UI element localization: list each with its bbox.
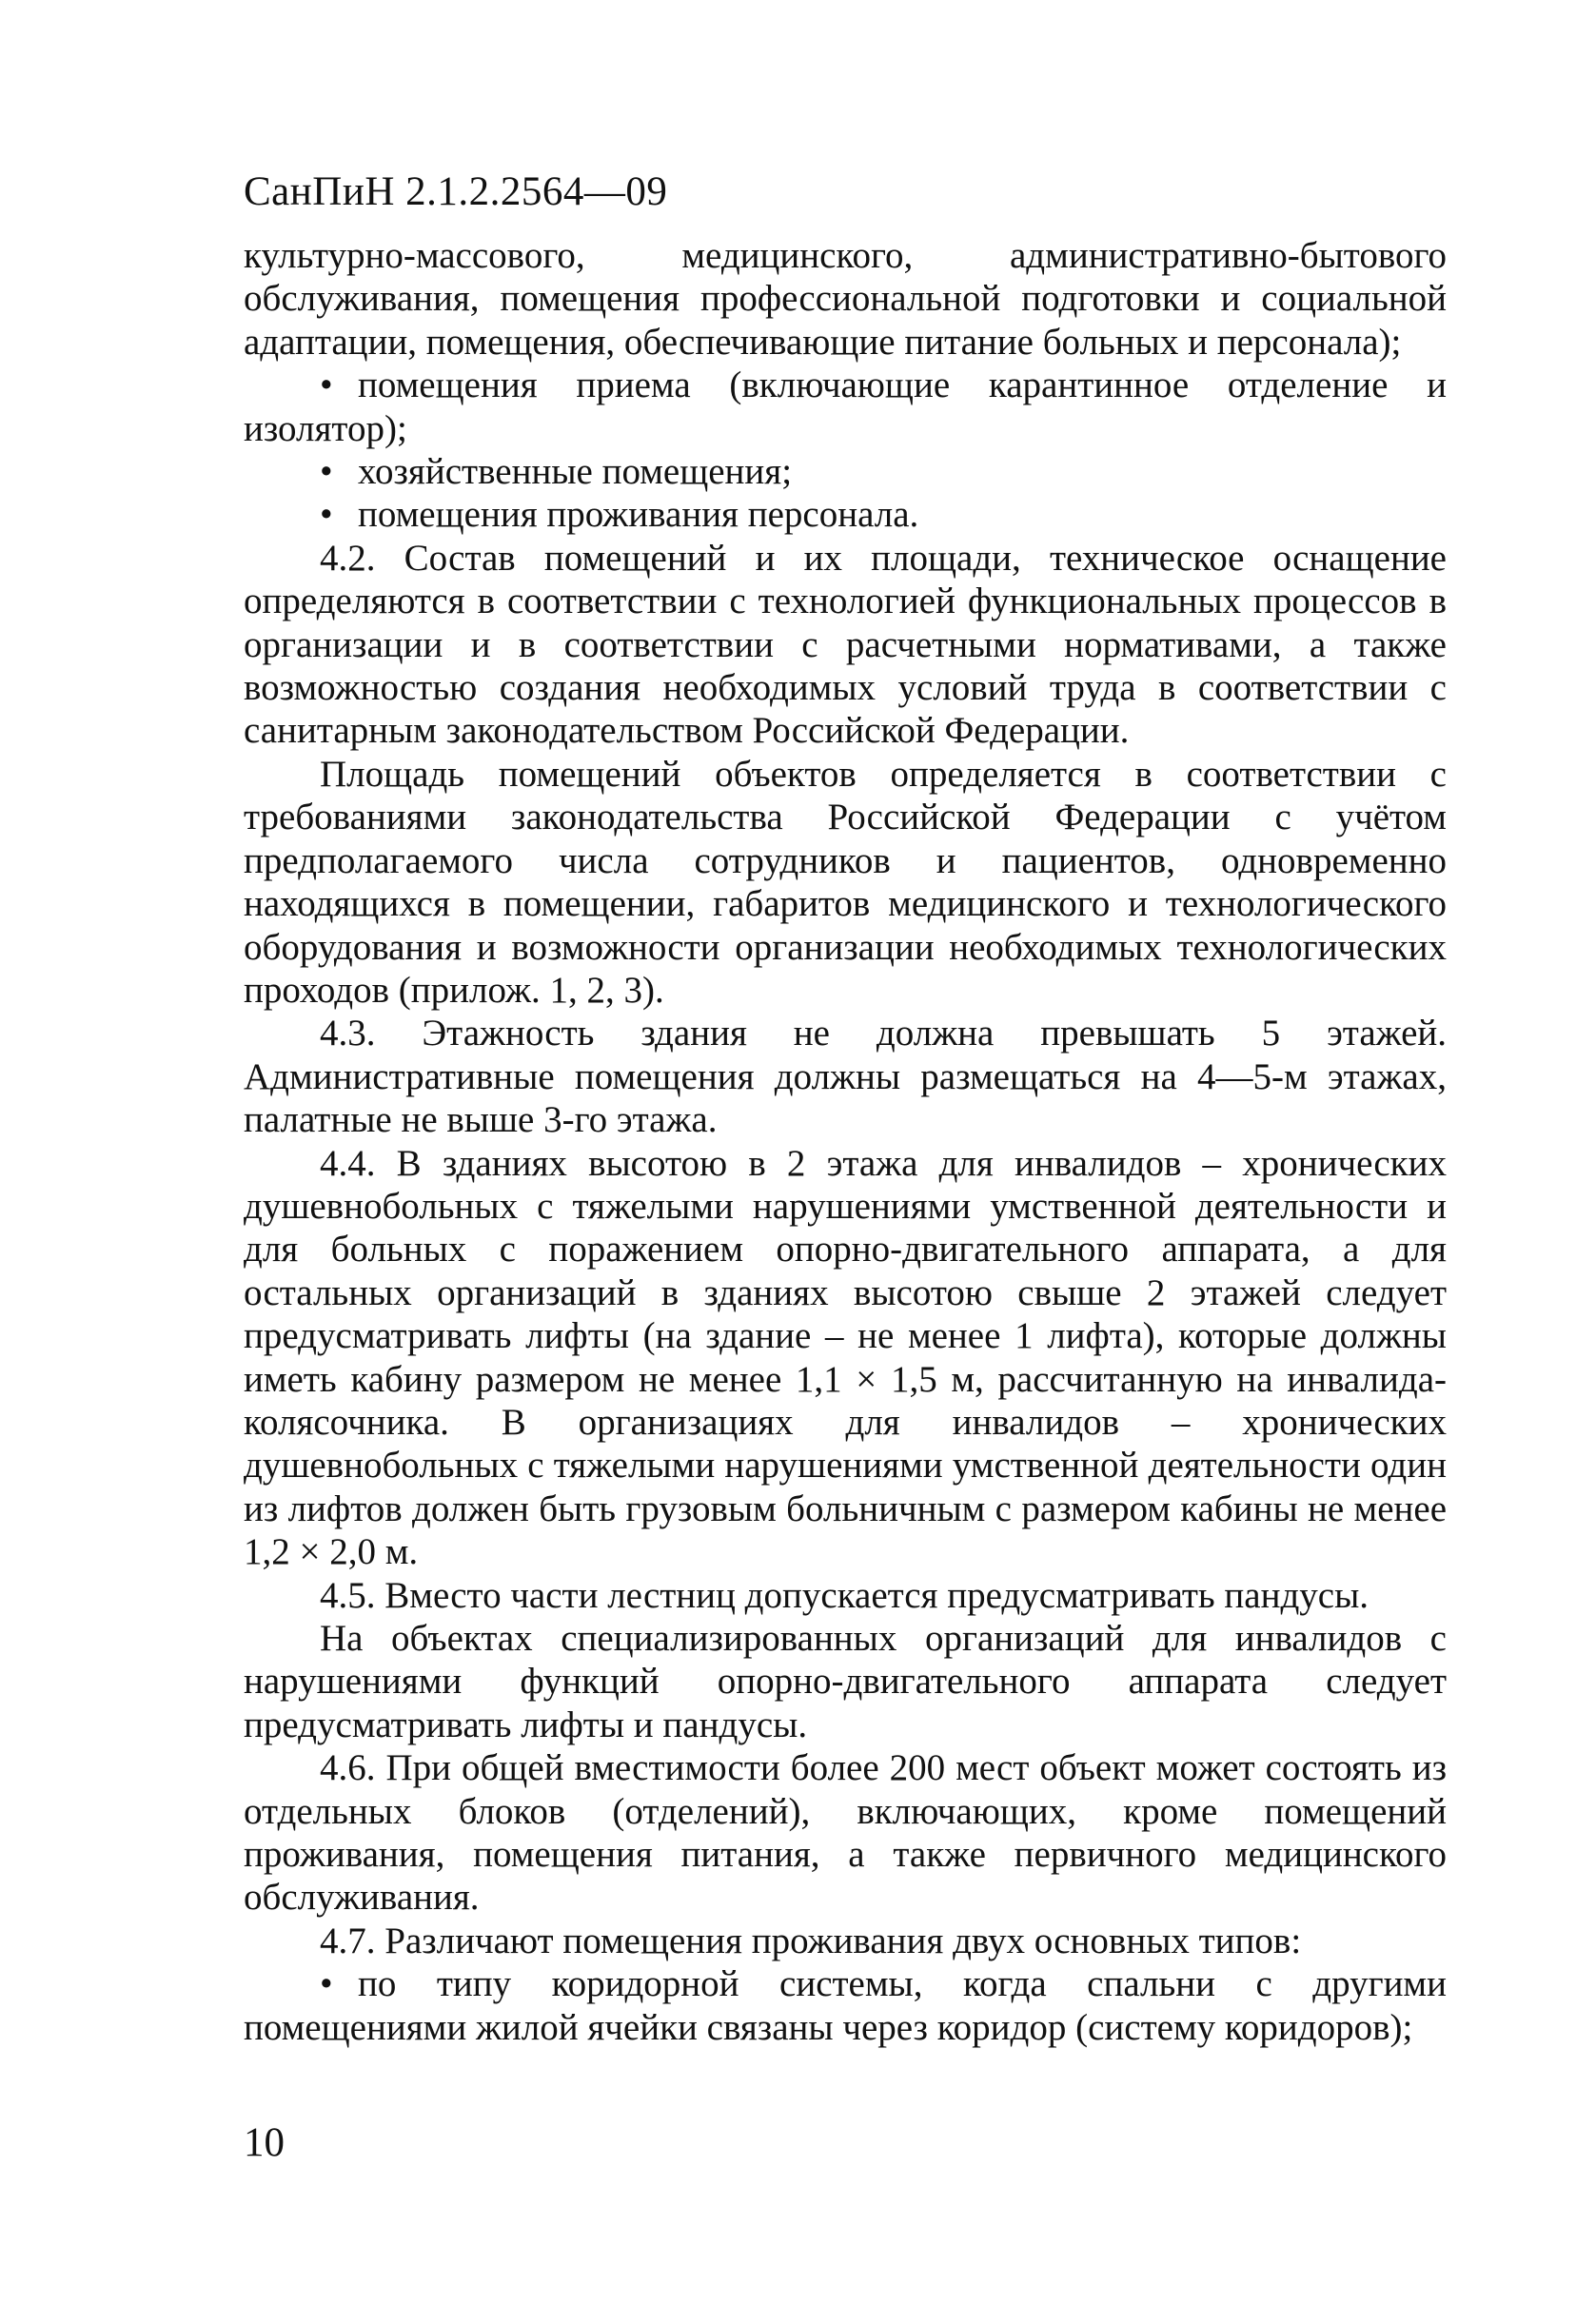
paragraph-4-5: 4.5. Вместо части лестниц допускается предусматривать пандусы. <box>320 1574 1369 1616</box>
bullet-icon: • <box>320 494 333 536</box>
paragraph-4-6: 4.6. При общей вместимости более 200 мест объект может состоять из отдельных блоков (отделений), включающих, кроме помещений проживания, помещения питания, а также первичного медицинского обслуживания. <box>244 1747 1447 1919</box>
bullet-item-corridor <box>244 1962 1447 2049</box>
bullet-item-reception <box>244 364 1447 450</box>
bullet-text: помещения приема (включающие карантинное отделение и изолятор); <box>244 364 1447 449</box>
bullet-icon: • <box>320 364 333 406</box>
paragraph-ramps: На объектах специализированных организаций для инвалидов с нарушениями функций опорно-двигательного аппарата следует предусматривать лифты и пандусы. <box>244 1618 1447 1745</box>
bullet-item-staff-housing <box>244 493 1447 536</box>
bullet-text: хозяйственные помещения; <box>358 451 793 493</box>
bullet-icon: • <box>320 1963 333 2005</box>
bullet-text: помещения проживания персонала. <box>358 494 919 536</box>
paragraph-4-4: 4.4. В зданиях высотою в 2 этажа для инвалидов – хронических душевнобольных с тяжелыми нарушениями умственной деятельности и для больных с поражением опорно-двигательного аппарата, а для остальных организаций в зданиях высотою свыше 2 этажей следует предусматривать лифты (на здание – не менее 1 лифта), которые должны иметь кабину размером не менее 1,1 × 1,5 м, рассчитанную на инвалида-колясочника. В организациях для инвалидов – хронических душевнобольных с тяжелыми нарушениями умственной деятельности один из лифтов должен быть грузовым больничным с размером кабины не менее 1,2 × 2,0 м. <box>244 1142 1447 1573</box>
page-number: 10 <box>244 2120 285 2165</box>
bullet-text: по типу коридорной системы, когда спальни с другими помещениями жилой ячейки связаны через коридор (систему коридоров); <box>244 1963 1447 2048</box>
paragraph-4-2: 4.2. Состав помещений и их площади, техническое оснащение определяются в соответствии с технологией функциональных процессов в организации и в соответствии с расчетными нормативами, а также возможностью создания необходимых условий труда в соответствии с санитарным законодательством Российской Федерации. <box>244 537 1447 752</box>
paragraph-4-3: 4.3. Этажность здания не должна превышать 5 этажей. Административные помещения должны размещаться на 4—5-м этажах, палатные не выше 3-го этажа. <box>244 1013 1447 1141</box>
paragraph-continuation: культурно-массового, медицинского, административно-бытового обслуживания, помещения профессиональной подготовки и социальной адаптации, помещения, обеспечивающие питание больных и персонала); <box>244 235 1447 363</box>
paragraph-4-7: 4.7. Различают помещения проживания двух основных типов: <box>320 1920 1302 1961</box>
running-header: СанПиН 2.1.2.2564—09 <box>244 169 668 214</box>
page-body <box>244 234 1447 2049</box>
paragraph-area: Площадь помещений объектов определяется в соответствии с требованиями законодательства Российской Федерации с учётом предполагаемого числа сотрудников и пациентов, одновременно находящихся в помещении, габаритов медицинского и технологического оборудования и возможности организации необходимых технологических проходов (прилож. 1, 2, 3). <box>244 753 1447 1011</box>
bullet-icon: • <box>320 451 333 493</box>
bullet-item-utility <box>244 450 1447 493</box>
